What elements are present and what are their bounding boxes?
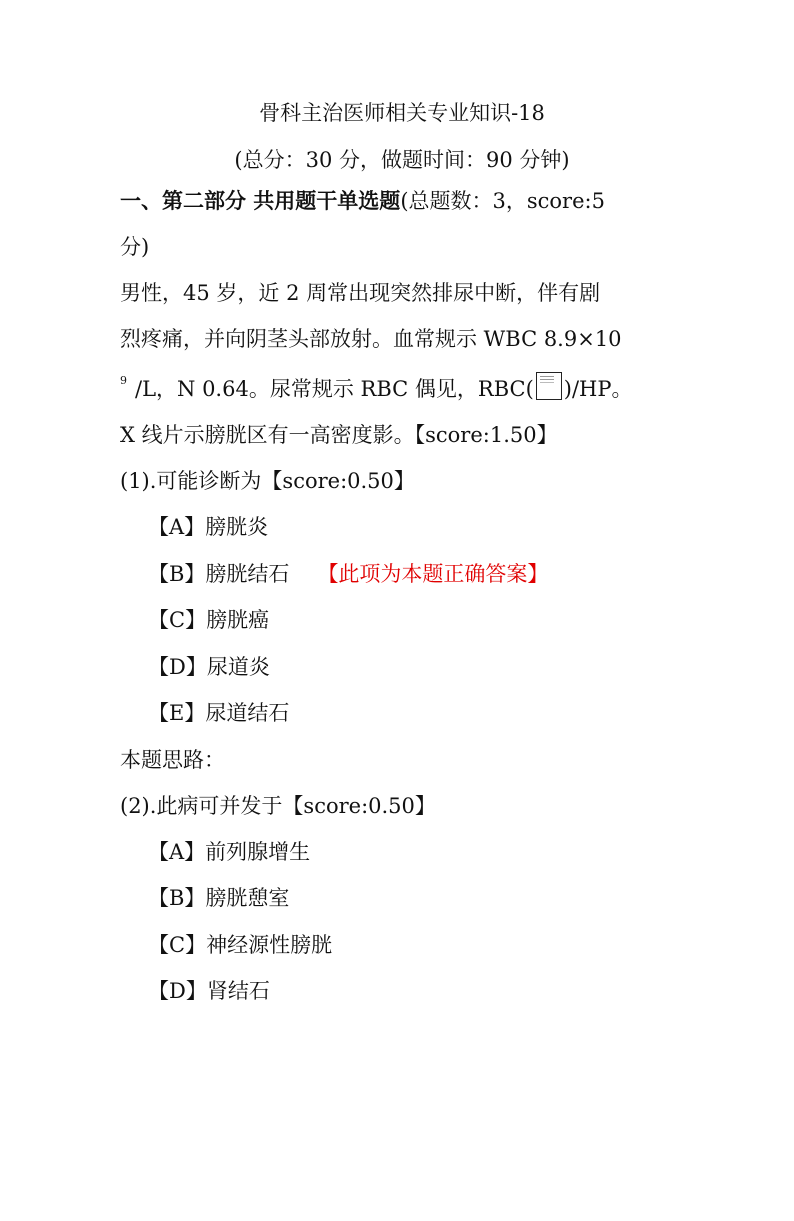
exponent: 9 xyxy=(120,374,127,387)
stem-line: 男性，45 岁，近 2 周常出现突然排尿中断，伴有剧 xyxy=(120,281,601,305)
embedded-image-icon xyxy=(536,372,562,400)
stem-text: /L，N 0.64。尿常规示 RBC 偶见，RBC( xyxy=(135,377,534,401)
explanation-label: 本题思路： xyxy=(120,747,225,772)
option-c[interactable] xyxy=(120,597,684,644)
option-d[interactable] xyxy=(120,968,684,1015)
option-a[interactable] xyxy=(120,829,684,876)
question-label: (1).可能诊断为【score:0.50】 xyxy=(120,469,415,493)
option-text: 【D】尿道炎 xyxy=(148,654,270,679)
question-stem xyxy=(120,270,684,458)
stem-line: X 线片示膀胱区有一高密度影。【score:1.50】 xyxy=(120,423,558,447)
page-subtitle: (总分：30 分，做题时间：90 分钟) xyxy=(234,148,570,172)
option-e[interactable] xyxy=(120,690,684,737)
option-text: 【C】膀胱癌 xyxy=(148,608,270,632)
option-text: 【A】膀胱炎 xyxy=(148,515,269,539)
option-text: 【C】神经源性膀胱 xyxy=(148,932,333,957)
stem-text: )/HP。 xyxy=(563,377,633,401)
option-a[interactable] xyxy=(120,504,684,551)
option-text: 【E】尿道结石 xyxy=(148,701,290,725)
option-c[interactable] xyxy=(120,922,684,969)
stem-line: 烈疼痛，并向阴茎头部放射。血常规示 WBC 8.9×10 xyxy=(120,327,622,351)
section-heading xyxy=(120,178,684,270)
page-title: 骨科主治医师相关专业知识-18 xyxy=(259,101,545,125)
section-prefix: 一、 xyxy=(120,188,162,213)
option-text: 【A】前列腺增生 xyxy=(148,839,311,864)
section-meta: (总题数：3，score:5 xyxy=(400,189,605,213)
question-label: (2).此病可并发于【score:0.50】 xyxy=(120,793,436,818)
stem-line xyxy=(120,362,684,412)
option-text: 【B】膀胱结石 xyxy=(148,561,290,586)
option-b[interactable] xyxy=(120,551,684,598)
option-d[interactable] xyxy=(120,644,684,691)
option-b[interactable] xyxy=(120,875,684,922)
correct-answer-marker: 【此项为本题正确答案】 xyxy=(317,561,549,586)
document-page xyxy=(0,98,794,1221)
section-meta-cont: 分) xyxy=(120,235,150,259)
option-text: 【B】膀胱憩室 xyxy=(148,886,290,910)
section-name: 第二部分 共用题干单选题 xyxy=(162,188,401,213)
option-text: 【D】肾结石 xyxy=(148,979,270,1003)
